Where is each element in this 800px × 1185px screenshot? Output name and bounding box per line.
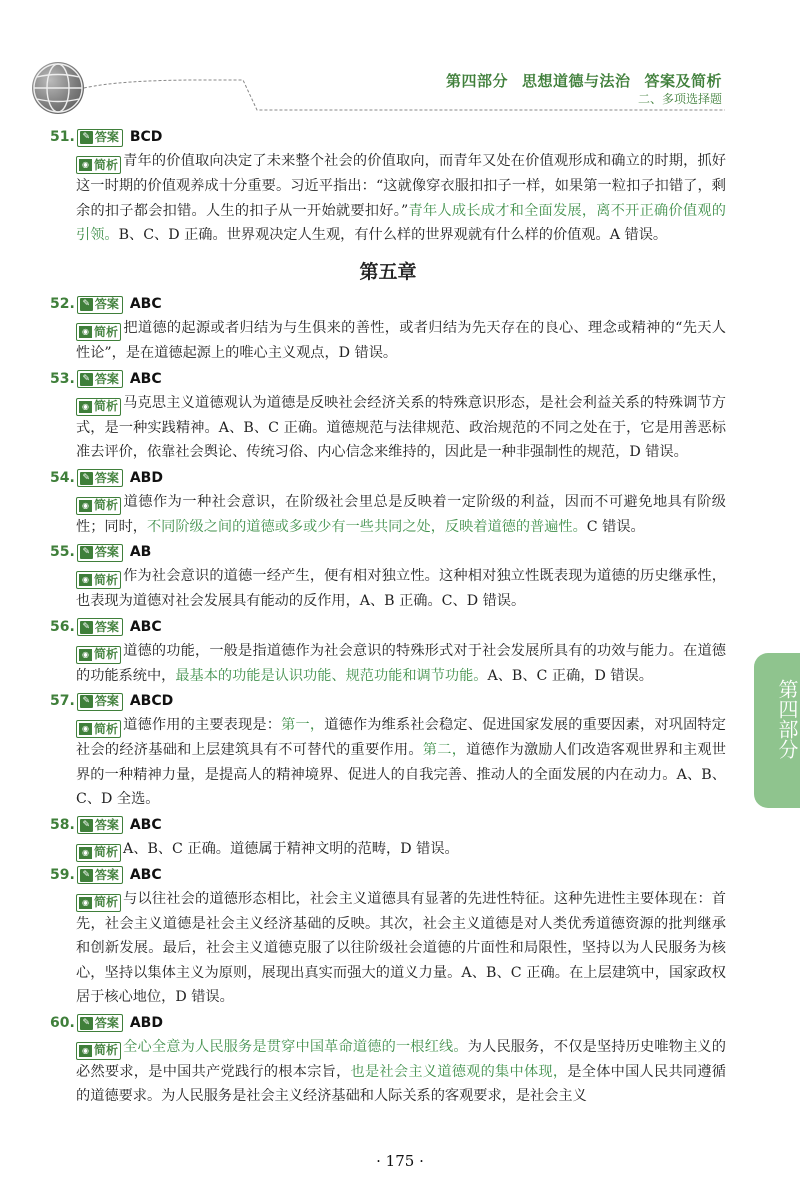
answer-tag: ✎ 答案 bbox=[77, 866, 123, 884]
highlight-text: 最基本的功能是认识功能、规范功能和调节功能。 bbox=[175, 667, 488, 684]
answer-value: ABC bbox=[129, 618, 162, 635]
analysis-text: ◉ 简析 道德的功能，一般是指道德作为社会意识的特殊形式对于社会发展所具有的功效与能力。在道德的功能系统中，最基本的功能是认识功能、规范功能和调节功能。A、B、C 正确，D 错误。 bbox=[76, 642, 726, 684]
highlight-text: 第二， bbox=[422, 742, 467, 758]
question-number: 57. bbox=[50, 693, 75, 710]
page-header bbox=[0, 0, 800, 118]
question-59 bbox=[50, 864, 726, 1010]
pencil-icon: ✎ bbox=[80, 695, 93, 708]
question-56 bbox=[50, 616, 726, 689]
highlight-text: 青年人成长成才和全面发展，离不开正确价值观的引领。 bbox=[76, 202, 726, 243]
answer-tag: ✎ 答案 bbox=[77, 618, 123, 636]
header-section: 答案及简析 bbox=[644, 72, 722, 90]
analysis-tag: ◉ 简析 bbox=[76, 894, 121, 912]
globe-icon bbox=[32, 62, 84, 114]
analysis-text: ◉ 简析 A、B、C 正确。道德属于精神文明的范畴，D 错误。 bbox=[50, 837, 726, 862]
analysis-text: ◉ 简析 道德作用的主要表现是：第一，道德作为维系社会稳定、促进国家发展的重要因素，对巩固特定社会的经济基础和上层建筑具有不可替代的重要作用。第二，道德作为激励人们改造客观世界和主观世界的一种精神力量，是提高人的精神境界、促进人的自我完善、推动人的全面发展的内在动力。A、B、C、D 全选。 bbox=[76, 717, 726, 807]
question-51 bbox=[50, 126, 726, 248]
analysis-text: ◉ 简析 与以往社会的道德形态相比，社会主义道德具有显著的先进性特征。这种先进性主要体现在：首先，社会主义道德是社会主义经济基础的反映。其次，社会主义道德是对人类优秀道德资源的批判继承和创新发展。最后，社会主义道德克服了以往阶级社会道德的片面性和局限性，坚持以为人民服务为核心，坚持以集体主义为原则，展现出真实而强大的道义力量。A、B、C 正确。在上层建筑中，国家政权居于核心地位，D 错误。 bbox=[76, 890, 726, 1005]
header-subject: 思想道德与法治 bbox=[521, 72, 631, 90]
question-53 bbox=[50, 368, 726, 465]
analysis-tag: ◉ 简析 bbox=[76, 720, 121, 738]
chapter-title: 第五章 bbox=[359, 260, 417, 283]
page-number: · 175 · bbox=[376, 1152, 424, 1170]
eye-icon: ◉ bbox=[79, 326, 92, 338]
answer-value: ABC bbox=[129, 370, 162, 387]
pencil-icon: ✎ bbox=[80, 869, 93, 882]
question-number: 56. bbox=[50, 618, 75, 635]
side-section-tab bbox=[754, 653, 800, 808]
answer-value: AB bbox=[129, 544, 152, 561]
pencil-icon: ✎ bbox=[80, 373, 93, 386]
answer-tag: ✎ 答案 bbox=[77, 370, 123, 388]
eye-icon: ◉ bbox=[79, 159, 92, 171]
eye-icon: ◉ bbox=[79, 847, 92, 859]
answer-value: ABD bbox=[129, 1014, 163, 1031]
answer-content bbox=[50, 124, 726, 1109]
eye-icon: ◉ bbox=[79, 723, 92, 735]
pencil-icon: ✎ bbox=[80, 472, 93, 485]
question-58 bbox=[50, 814, 726, 862]
answer-tag: ✎ 答案 bbox=[77, 693, 123, 711]
pencil-icon: ✎ bbox=[80, 621, 93, 634]
pencil-icon: ✎ bbox=[80, 546, 93, 559]
question-number: 55. bbox=[50, 544, 75, 561]
pencil-icon: ✎ bbox=[80, 819, 93, 832]
question-number: 58. bbox=[50, 816, 75, 833]
eye-icon: ◉ bbox=[79, 649, 92, 661]
answer-value: ABC bbox=[129, 296, 162, 313]
analysis-tag: ◉ 简析 bbox=[76, 398, 121, 416]
answer-tag: ✎ 答案 bbox=[77, 1014, 123, 1032]
analysis-text: ◉ 简析 把道德的起源或者归结为与生俱来的善性，或者归结为先天存在的良心、理念或精神的“先天人性论”，是在道德起源上的唯心主义观点，D 错误。 bbox=[76, 320, 726, 361]
answer-tag: ✎ 答案 bbox=[77, 816, 123, 834]
analysis-text: ◉ 简析 马克思主义道德观认为道德是反映社会经济关系的特殊意识形态，是社会利益关系的特殊调节方式，是一种实践精神。A、B、C 正确。道德规范与法律规范、政治规范的不同之处在于，它是用善恶标准去评价，依靠社会舆论、传统习俗、内心信念来维持的，因此是一种非强制性的规范，D 错误。 bbox=[76, 394, 726, 460]
answer-tag: ✎ 答案 bbox=[77, 296, 123, 314]
question-number: 54. bbox=[50, 469, 75, 486]
answer-tag: ✎ 答案 bbox=[77, 469, 123, 487]
eye-icon: ◉ bbox=[79, 401, 92, 413]
question-52 bbox=[50, 293, 726, 366]
highlight-text: 不同阶级之间的道德或多或少有一些共同之处，反映着道德的普遍性。 bbox=[146, 518, 587, 535]
answer-tag: ✎ 答案 bbox=[77, 129, 123, 147]
header-title bbox=[446, 70, 722, 91]
highlight-text: 也是社会主义道德观的集中体现， bbox=[350, 1063, 568, 1080]
analysis-tag: ◉ 简析 bbox=[76, 844, 121, 862]
answer-value: ABD bbox=[129, 469, 163, 486]
analysis-tag: ◉ 简析 bbox=[76, 1042, 121, 1060]
analysis-text: ◉ 简析 道德作为一种社会意识，在阶级社会里总是反映着一定阶级的利益，因而不可避免地具有阶级性；同时，不同阶级之间的道德或多或少有一些共同之处，反映着道德的普遍性。C 错误。 bbox=[76, 493, 726, 535]
question-60 bbox=[50, 1012, 726, 1109]
question-57 bbox=[50, 690, 726, 812]
analysis-text: ◉ 简析 青年的价值取向决定了未来整个社会的价值取向，而青年又处在价值观形成和确立的时期，抓好这一时期的价值观养成十分重要。习近平指出：“这就像穿衣服扣扣子一样，如果第一粒扣子扣错了，剩余的扣子都会扣错。人生的扣子从一开始就要扣好。”青年人成长成才和全面发展，离不开正确价值观的引领。B、C、D 正确。世界观决定人生观，有什么样的世界观就有什么样的价值观。A 错误。 bbox=[76, 153, 726, 243]
question-number: 59. bbox=[50, 866, 75, 883]
answer-value: ABC bbox=[129, 866, 162, 883]
highlight-text: 全心全意为人民服务是贯穿中国革命道德的一根红线。 bbox=[123, 1038, 468, 1055]
question-number: 53. bbox=[50, 370, 75, 387]
analysis-tag: ◉ 简析 bbox=[76, 497, 121, 515]
question-number: 60. bbox=[50, 1014, 75, 1031]
header-part: 第四部分 bbox=[445, 72, 508, 90]
pencil-icon: ✎ bbox=[80, 131, 93, 144]
analysis-tag: ◉ 简析 bbox=[76, 646, 121, 664]
analysis-text: ◉ 简析 作为社会意识的道德一经产生，便有相对独立性。这种相对独立性既表现为道德的历史继承性，也表现为道德对社会发展具有能动的反作用，A、B 正确。C、D 错误。 bbox=[76, 568, 726, 609]
eye-icon: ◉ bbox=[79, 574, 92, 586]
pencil-icon: ✎ bbox=[80, 298, 93, 311]
eye-icon: ◉ bbox=[79, 897, 92, 909]
answer-tag: ✎ 答案 bbox=[77, 544, 123, 562]
answer-value: ABCD bbox=[129, 693, 174, 710]
question-54 bbox=[50, 467, 726, 540]
side-tab-label: 第四部分 bbox=[775, 679, 799, 759]
header-subsection: 二、多项选择题 bbox=[637, 92, 722, 106]
pencil-icon: ✎ bbox=[80, 1017, 93, 1030]
analysis-text: ◉ 简析 全心全意为人民服务是贯穿中国革命道德的一根红线。为人民服务，不仅是坚持历史唯物主义的必然要求，是中国共产党践行的根本宗旨，也是社会主义道德观的集中体现，是全体中国人民共同遵循的道德要求。为人民服务是社会主义经济基础和人际关系的客观要求，是社会主义 bbox=[76, 1038, 726, 1104]
answer-value: ABC bbox=[129, 816, 162, 833]
eye-icon: ◉ bbox=[79, 500, 92, 512]
question-number: 51. bbox=[50, 129, 75, 146]
analysis-tag: ◉ 简析 bbox=[76, 156, 121, 174]
eye-icon: ◉ bbox=[79, 1045, 92, 1057]
answer-value: BCD bbox=[129, 129, 163, 146]
analysis-tag: ◉ 简析 bbox=[76, 571, 121, 589]
highlight-text: 第一， bbox=[281, 717, 325, 733]
question-number: 52. bbox=[50, 296, 75, 313]
analysis-tag: ◉ 简析 bbox=[76, 323, 121, 341]
question-55 bbox=[50, 541, 726, 614]
